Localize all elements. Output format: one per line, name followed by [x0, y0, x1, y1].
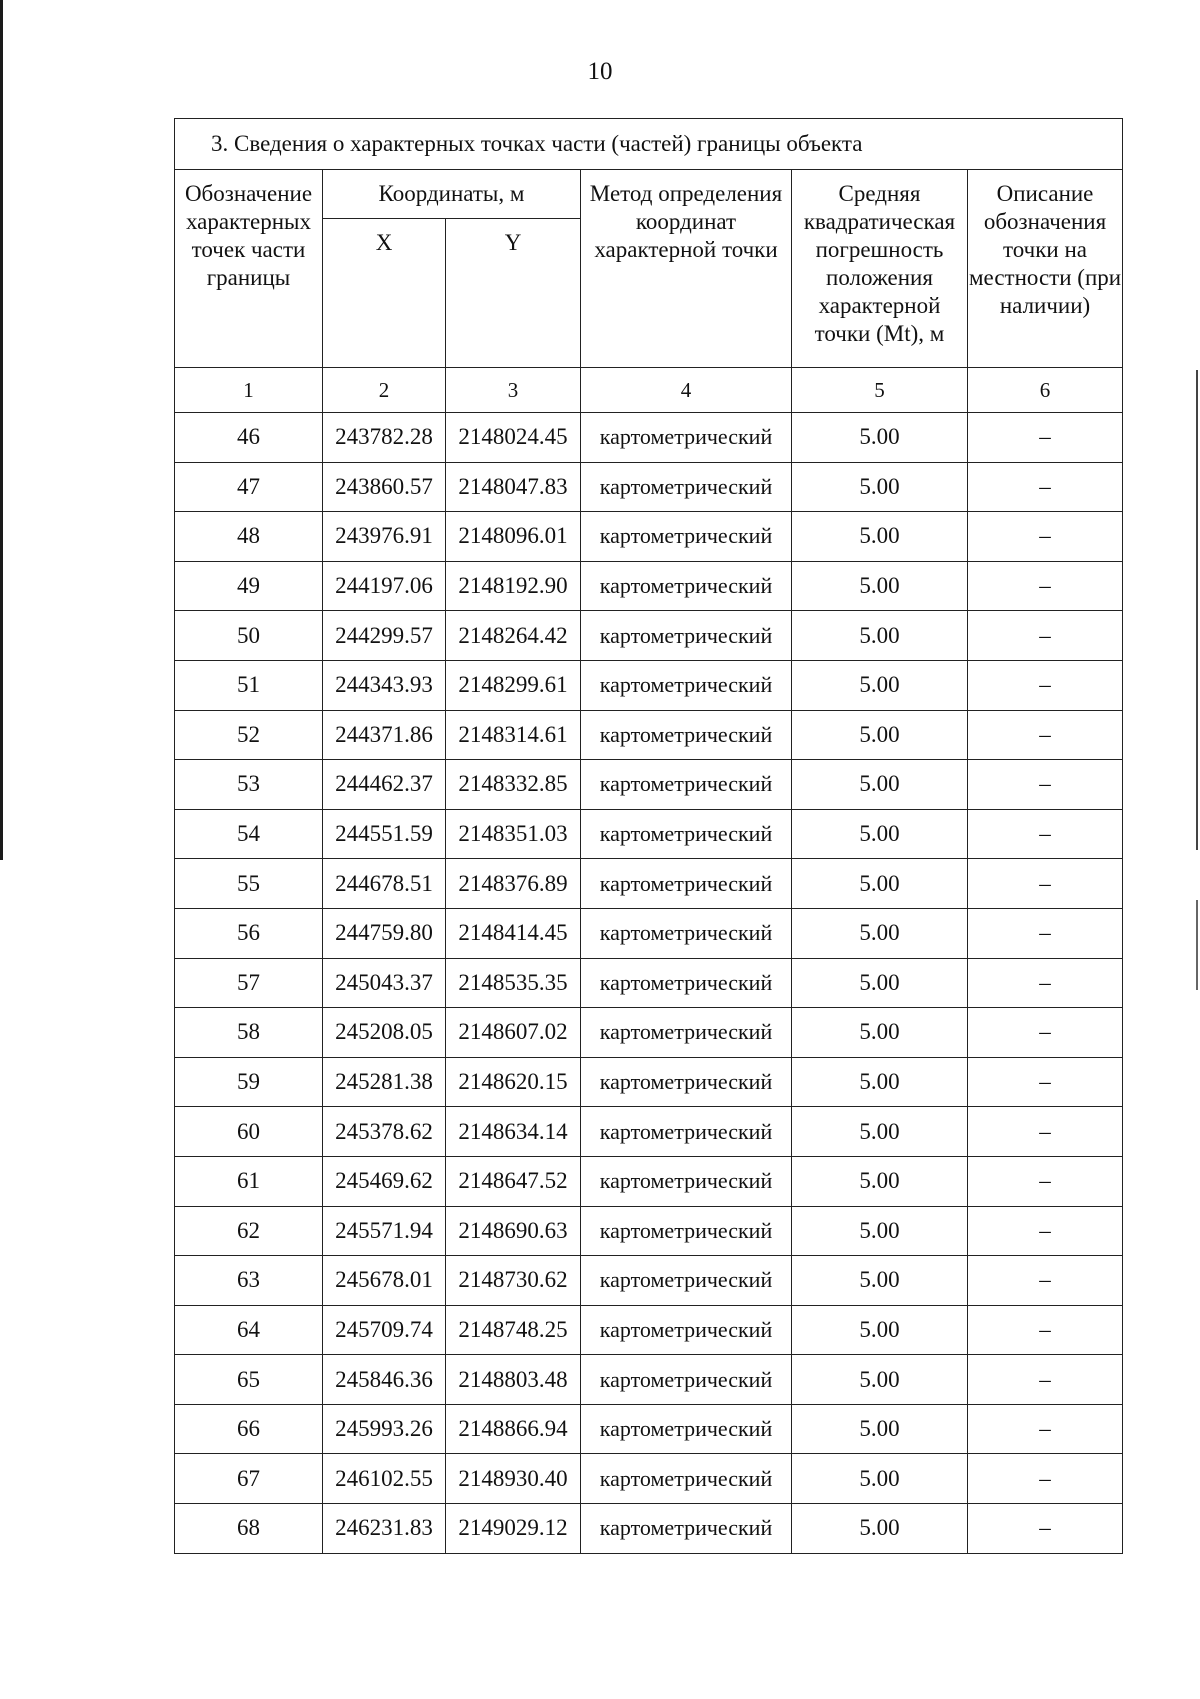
column-number: 4: [581, 368, 792, 413]
cell-x: 245469.62: [323, 1156, 446, 1206]
cell-method: картометрический: [581, 760, 792, 810]
cell-method: картометрический: [581, 1156, 792, 1206]
cell-x: 244462.37: [323, 760, 446, 810]
cell-y: 2148332.85: [446, 760, 581, 810]
cell-x: 243860.57: [323, 462, 446, 512]
coordinates-table: [174, 118, 1123, 1554]
header-error: Средняя квадратическая погрешность положения характерной точки (Mt), м: [792, 170, 968, 368]
cell-error: 5.00: [792, 660, 968, 710]
cell-point: 63: [175, 1256, 323, 1306]
cell-y: 2148192.90: [446, 561, 581, 611]
cell-y: 2148647.52: [446, 1156, 581, 1206]
cell-y: 2148351.03: [446, 809, 581, 859]
cell-description: –: [968, 1107, 1123, 1157]
column-number: 5: [792, 368, 968, 413]
cell-y: 2148866.94: [446, 1404, 581, 1454]
cell-point: 54: [175, 809, 323, 859]
cell-point: 51: [175, 660, 323, 710]
cell-point: 64: [175, 1305, 323, 1355]
cell-method: картометрический: [581, 1008, 792, 1058]
cell-method: картометрический: [581, 1454, 792, 1504]
cell-x: 244551.59: [323, 809, 446, 859]
table-row: [175, 1504, 1123, 1554]
cell-y: 2148299.61: [446, 660, 581, 710]
table-row: [175, 561, 1123, 611]
cell-y: 2148730.62: [446, 1256, 581, 1306]
cell-point: 61: [175, 1156, 323, 1206]
cell-method: картометрический: [581, 1206, 792, 1256]
cell-description: –: [968, 561, 1123, 611]
cell-point: 53: [175, 760, 323, 810]
page-number: 10: [587, 58, 613, 85]
cell-point: 65: [175, 1355, 323, 1405]
table-row: [175, 1454, 1123, 1504]
header-y: Y: [446, 219, 581, 368]
cell-point: 68: [175, 1504, 323, 1554]
cell-method: картометрический: [581, 1256, 792, 1306]
cell-method: картометрический: [581, 1355, 792, 1405]
cell-error: 5.00: [792, 1355, 968, 1405]
table-row: [175, 710, 1123, 760]
cell-point: 49: [175, 561, 323, 611]
cell-method: картометрический: [581, 958, 792, 1008]
cell-method: картометрический: [581, 512, 792, 562]
cell-description: –: [968, 413, 1123, 463]
cell-description: –: [968, 611, 1123, 661]
cell-point: 55: [175, 859, 323, 909]
cell-y: 2149029.12: [446, 1504, 581, 1554]
cell-error: 5.00: [792, 413, 968, 463]
cell-point: 66: [175, 1404, 323, 1454]
cell-description: –: [968, 710, 1123, 760]
cell-x: 244299.57: [323, 611, 446, 661]
cell-method: картометрический: [581, 462, 792, 512]
cell-error: 5.00: [792, 760, 968, 810]
scan-edge-right: [1196, 370, 1198, 850]
cell-x: 245043.37: [323, 958, 446, 1008]
cell-description: –: [968, 859, 1123, 909]
cell-y: 2148535.35: [446, 958, 581, 1008]
cell-method: картометрический: [581, 809, 792, 859]
cell-x: 244197.06: [323, 561, 446, 611]
cell-x: 245678.01: [323, 1256, 446, 1306]
column-number: 6: [968, 368, 1123, 413]
table-row: [175, 413, 1123, 463]
column-number: 2: [323, 368, 446, 413]
cell-y: 2148690.63: [446, 1206, 581, 1256]
table-row: [175, 1107, 1123, 1157]
cell-y: 2148264.42: [446, 611, 581, 661]
cell-description: –: [968, 908, 1123, 958]
cell-method: картометрический: [581, 710, 792, 760]
table-row: [175, 809, 1123, 859]
cell-x: 245281.38: [323, 1057, 446, 1107]
cell-error: 5.00: [792, 1454, 968, 1504]
cell-error: 5.00: [792, 859, 968, 909]
cell-y: 2148748.25: [446, 1305, 581, 1355]
cell-x: 244678.51: [323, 859, 446, 909]
table-row: [175, 1256, 1123, 1306]
cell-description: –: [968, 512, 1123, 562]
table-row: [175, 512, 1123, 562]
cell-description: –: [968, 462, 1123, 512]
cell-error: 5.00: [792, 1008, 968, 1058]
cell-description: –: [968, 760, 1123, 810]
cell-description: –: [968, 1305, 1123, 1355]
cell-description: –: [968, 958, 1123, 1008]
table-row: [175, 1008, 1123, 1058]
table-row: [175, 908, 1123, 958]
cell-y: 2148803.48: [446, 1355, 581, 1405]
cell-description: –: [968, 1355, 1123, 1405]
cell-x: 245846.36: [323, 1355, 446, 1405]
cell-description: –: [968, 1156, 1123, 1206]
cell-description: –: [968, 1504, 1123, 1554]
table-row: [175, 1305, 1123, 1355]
table-row: [175, 1156, 1123, 1206]
table-row: [175, 611, 1123, 661]
table-row: [175, 1057, 1123, 1107]
cell-error: 5.00: [792, 1206, 968, 1256]
cell-point: 57: [175, 958, 323, 1008]
cell-x: 246231.83: [323, 1504, 446, 1554]
cell-error: 5.00: [792, 1057, 968, 1107]
cell-method: картометрический: [581, 908, 792, 958]
scan-edge-right-lower: [1196, 900, 1198, 990]
table-row: [175, 1404, 1123, 1454]
cell-description: –: [968, 1404, 1123, 1454]
column-number-row: [175, 368, 1123, 413]
cell-method: картометрический: [581, 611, 792, 661]
cell-y: 2148096.01: [446, 512, 581, 562]
cell-y: 2148024.45: [446, 413, 581, 463]
cell-error: 5.00: [792, 1156, 968, 1206]
column-number: 3: [446, 368, 581, 413]
header-designation: Обозначение характерных точек части границы: [175, 170, 323, 368]
cell-description: –: [968, 660, 1123, 710]
cell-point: 50: [175, 611, 323, 661]
cell-error: 5.00: [792, 809, 968, 859]
cell-point: 48: [175, 512, 323, 562]
cell-x: 243782.28: [323, 413, 446, 463]
cell-y: 2148414.45: [446, 908, 581, 958]
cell-error: 5.00: [792, 1256, 968, 1306]
cell-error: 5.00: [792, 561, 968, 611]
cell-point: 58: [175, 1008, 323, 1058]
cell-description: –: [968, 1256, 1123, 1306]
cell-error: 5.00: [792, 908, 968, 958]
table-title-row: [175, 119, 1123, 170]
header-method: Метод определения координат характерной точки: [581, 170, 792, 368]
cell-point: 52: [175, 710, 323, 760]
cell-method: картометрический: [581, 1057, 792, 1107]
header-x: X: [323, 219, 446, 368]
cell-method: картометрический: [581, 660, 792, 710]
table-body: [175, 413, 1123, 1554]
column-number: 1: [175, 368, 323, 413]
cell-point: 46: [175, 413, 323, 463]
cell-error: 5.00: [792, 958, 968, 1008]
scan-edge-left: [0, 0, 3, 860]
cell-x: 244759.80: [323, 908, 446, 958]
cell-error: 5.00: [792, 611, 968, 661]
cell-x: 243976.91: [323, 512, 446, 562]
cell-x: 245208.05: [323, 1008, 446, 1058]
cell-point: 60: [175, 1107, 323, 1157]
cell-x: 245378.62: [323, 1107, 446, 1157]
cell-method: картометрический: [581, 1404, 792, 1454]
cell-method: картометрический: [581, 413, 792, 463]
cell-point: 47: [175, 462, 323, 512]
cell-point: 59: [175, 1057, 323, 1107]
table-row: [175, 660, 1123, 710]
header-row-1: [175, 170, 1123, 219]
cell-y: 2148376.89: [446, 859, 581, 909]
header-description: Описание обозначения точки на местности (при наличии): [968, 170, 1123, 368]
cell-error: 5.00: [792, 1107, 968, 1157]
cell-y: 2148620.15: [446, 1057, 581, 1107]
cell-y: 2148634.14: [446, 1107, 581, 1157]
cell-y: 2148930.40: [446, 1454, 581, 1504]
cell-method: картометрический: [581, 1305, 792, 1355]
cell-y: 2148314.61: [446, 710, 581, 760]
header-coordinates: Координаты, м: [323, 170, 581, 219]
table-row: [175, 1206, 1123, 1256]
cell-y: 2148047.83: [446, 462, 581, 512]
cell-error: 5.00: [792, 1504, 968, 1554]
cell-error: 5.00: [792, 1404, 968, 1454]
cell-point: 67: [175, 1454, 323, 1504]
section-title: 3. Сведения о характерных точках части (частей) границы объекта: [175, 119, 1123, 170]
cell-description: –: [968, 1008, 1123, 1058]
cell-error: 5.00: [792, 1305, 968, 1355]
table-row: [175, 462, 1123, 512]
cell-x: 244371.86: [323, 710, 446, 760]
cell-y: 2148607.02: [446, 1008, 581, 1058]
cell-description: –: [968, 1206, 1123, 1256]
cell-description: –: [968, 809, 1123, 859]
table-row: [175, 760, 1123, 810]
cell-error: 5.00: [792, 710, 968, 760]
cell-point: 56: [175, 908, 323, 958]
cell-x: 245993.26: [323, 1404, 446, 1454]
table-row: [175, 1355, 1123, 1405]
cell-x: 244343.93: [323, 660, 446, 710]
cell-error: 5.00: [792, 512, 968, 562]
cell-x: 246102.55: [323, 1454, 446, 1504]
cell-point: 62: [175, 1206, 323, 1256]
cell-description: –: [968, 1057, 1123, 1107]
cell-method: картометрический: [581, 1504, 792, 1554]
cell-error: 5.00: [792, 462, 968, 512]
cell-x: 245709.74: [323, 1305, 446, 1355]
cell-description: –: [968, 1454, 1123, 1504]
table-row: [175, 958, 1123, 1008]
cell-method: картометрический: [581, 1107, 792, 1157]
cell-x: 245571.94: [323, 1206, 446, 1256]
cell-method: картометрический: [581, 561, 792, 611]
cell-method: картометрический: [581, 859, 792, 909]
table-row: [175, 859, 1123, 909]
